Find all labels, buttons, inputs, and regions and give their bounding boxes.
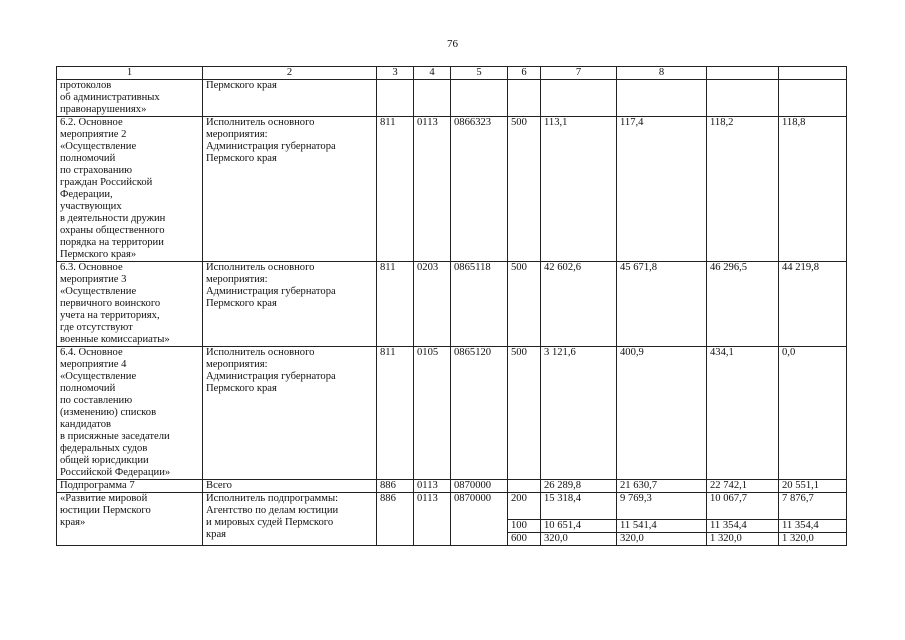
amount-cell: 20 551,1 [779, 480, 847, 493]
amount-cell: 46 296,5 [707, 262, 779, 347]
executor-cell: Пермского края [203, 80, 377, 117]
code-cell: 811 [377, 347, 414, 480]
header-cell: 6 [508, 67, 541, 80]
code-cell [377, 80, 414, 117]
code-cell: 0113 [414, 493, 451, 546]
table-row [57, 117, 847, 262]
amount-cell: 118,2 [707, 117, 779, 262]
code-cell [451, 80, 508, 117]
header-cell: 5 [451, 67, 508, 80]
amount-cell [541, 80, 617, 117]
header-cell [779, 67, 847, 80]
header-cell: 8 [617, 67, 707, 80]
code-cell: 886 [377, 493, 414, 546]
code-cell: 0870000 [451, 493, 508, 546]
program-name-cell: 6.4. Основное мероприятие 4 «Осуществление полномочий по составлению (изменению) списков кандидатов в присяжные заседатели федеральных судов общей юрисдикции Российской Федерации» [57, 347, 203, 480]
header-cell: 4 [414, 67, 451, 80]
code-cell [414, 80, 451, 117]
table-row [57, 347, 847, 480]
amount-cell: 320,0 [617, 533, 707, 546]
code-cell: 886 [377, 480, 414, 493]
program-name-cell: Подпрограмма 7 [57, 480, 203, 493]
header-cell [707, 67, 779, 80]
amount-cell: 11 354,4 [707, 520, 779, 533]
code-cell: 0105 [414, 347, 451, 480]
code-cell: 500 [508, 262, 541, 347]
page-number: 76 [447, 38, 458, 50]
program-name-cell: протоколов об административных правонарушениях» [57, 80, 203, 117]
amount-cell: 1 320,0 [779, 533, 847, 546]
amount-cell: 434,1 [707, 347, 779, 480]
table-row [57, 262, 847, 347]
code-cell: 0203 [414, 262, 451, 347]
amount-cell: 15 318,4 [541, 493, 617, 520]
amount-cell: 118,8 [779, 117, 847, 262]
amount-cell: 117,4 [617, 117, 707, 262]
code-cell: 0113 [414, 480, 451, 493]
executor-cell: Всего [203, 480, 377, 493]
amount-cell [617, 80, 707, 117]
amount-cell: 3 121,6 [541, 347, 617, 480]
amount-cell: 10 067,7 [707, 493, 779, 520]
header-cell: 7 [541, 67, 617, 80]
code-cell: 500 [508, 117, 541, 262]
code-cell: 0865120 [451, 347, 508, 480]
amount-cell: 9 769,3 [617, 493, 707, 520]
table-row [57, 80, 847, 117]
executor-cell: Исполнитель основного мероприятия: Администрация губернатора Пермского края [203, 117, 377, 262]
program-name-cell: 6.2. Основное мероприятие 2 «Осуществление полномочий по страхованию граждан Российской Федерации, участвующих в деятельности дружин охраны общественного порядка на территории Пермского края» [57, 117, 203, 262]
amount-cell: 11 354,4 [779, 520, 847, 533]
amount-cell: 42 602,6 [541, 262, 617, 347]
amount-cell: 113,1 [541, 117, 617, 262]
code-cell [508, 480, 541, 493]
code-cell: 100 [508, 520, 541, 533]
table-row [57, 480, 847, 493]
code-cell: 811 [377, 117, 414, 262]
amount-cell [779, 80, 847, 117]
executor-cell: Исполнитель основного мероприятия: Администрация губернатора Пермского края [203, 347, 377, 480]
code-cell: 500 [508, 347, 541, 480]
code-cell [508, 80, 541, 117]
code-cell: 600 [508, 533, 541, 546]
amount-cell: 21 630,7 [617, 480, 707, 493]
code-cell: 0866323 [451, 117, 508, 262]
amount-cell [707, 80, 779, 117]
amount-cell: 320,0 [541, 533, 617, 546]
program-name-cell: 6.3. Основное мероприятие 3 «Осуществление первичного воинского учета на территориях, где отсутствуют военные комиссариаты» [57, 262, 203, 347]
header-cell: 1 [57, 67, 203, 80]
header-cell: 3 [377, 67, 414, 80]
code-cell: 0865118 [451, 262, 508, 347]
amount-cell: 0,0 [779, 347, 847, 480]
code-cell: 811 [377, 262, 414, 347]
amount-cell: 44 219,8 [779, 262, 847, 347]
budget-table [56, 66, 847, 546]
header-row [57, 67, 847, 80]
amount-cell: 1 320,0 [707, 533, 779, 546]
table-row [57, 493, 847, 520]
amount-cell: 10 651,4 [541, 520, 617, 533]
amount-cell: 26 289,8 [541, 480, 617, 493]
executor-cell: Исполнитель основного мероприятия: Администрация губернатора Пермского края [203, 262, 377, 347]
amount-cell: 45 671,8 [617, 262, 707, 347]
code-cell: 200 [508, 493, 541, 520]
header-cell: 2 [203, 67, 377, 80]
amount-cell: 400,9 [617, 347, 707, 480]
amount-cell: 11 541,4 [617, 520, 707, 533]
code-cell: 0870000 [451, 480, 508, 493]
amount-cell: 7 876,7 [779, 493, 847, 520]
program-name-cell: «Развитие мировой юстиции Пермского края» [57, 493, 203, 546]
amount-cell: 22 742,1 [707, 480, 779, 493]
executor-cell: Исполнитель подпрограммы: Агентство по делам юстиции и мировых судей Пермского края [203, 493, 377, 546]
code-cell: 0113 [414, 117, 451, 262]
